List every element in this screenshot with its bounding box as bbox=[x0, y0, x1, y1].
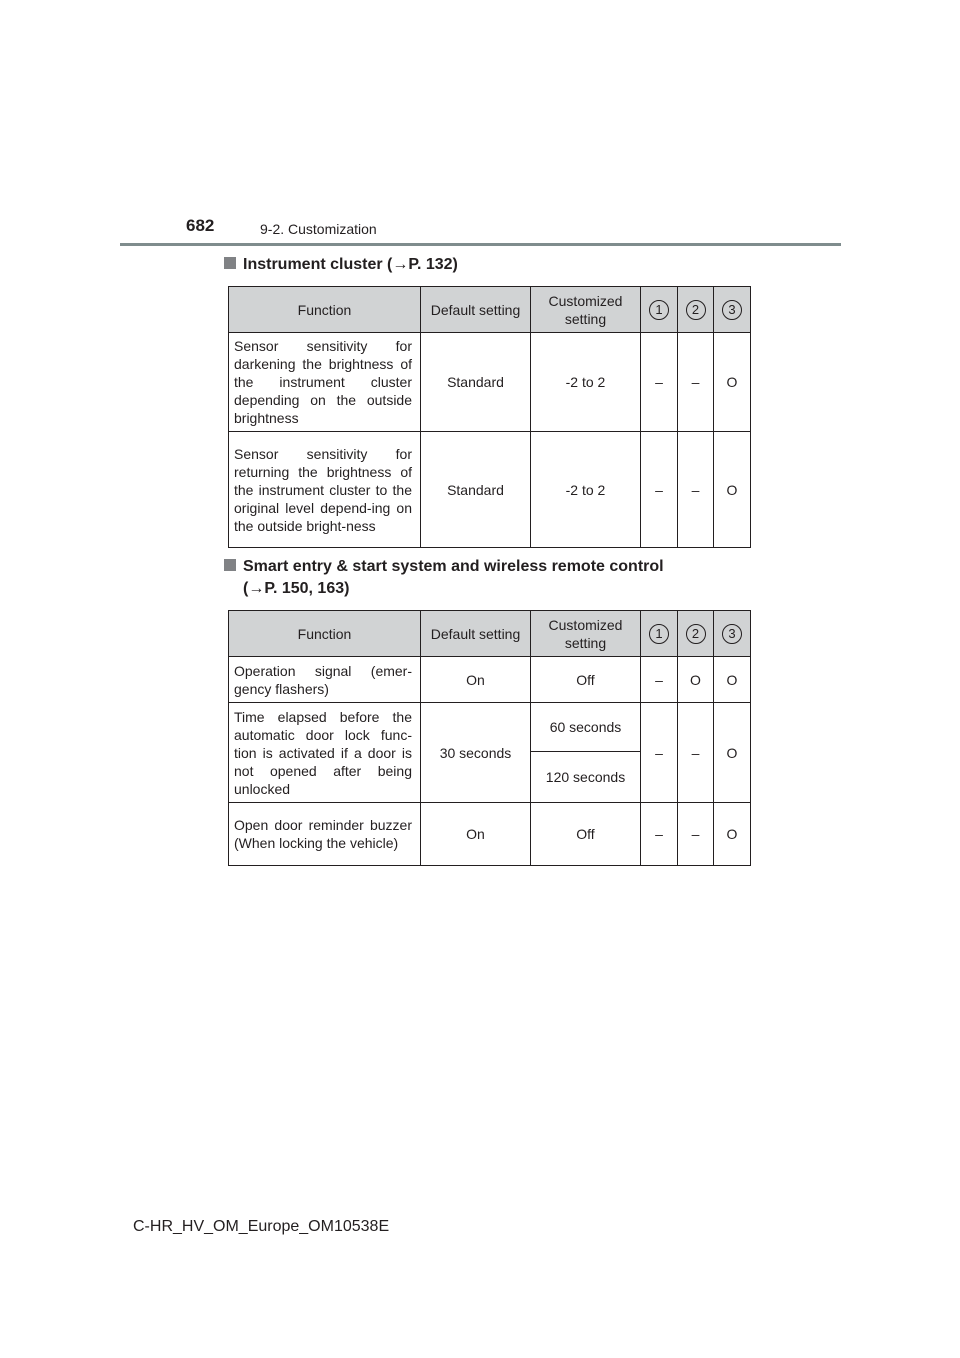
circled-1-icon: 1 bbox=[649, 624, 669, 644]
function-cell: Operation signal (emer-gency flashers) bbox=[229, 657, 421, 703]
default-cell: 30 seconds bbox=[421, 703, 531, 803]
col-function: Function bbox=[229, 611, 421, 657]
default-cell: On bbox=[421, 803, 531, 866]
default-cell: On bbox=[421, 657, 531, 703]
mark-1: – bbox=[641, 432, 678, 548]
col-1 bbox=[641, 287, 678, 333]
mark-2: – bbox=[678, 333, 714, 432]
heading-text-line2: (→P. 150, 163) bbox=[243, 580, 350, 597]
smart-entry-table bbox=[228, 610, 751, 866]
function-cell: Time elapsed before the automatic door lock func-tion is activated if a door is not opened after being unlocked bbox=[229, 703, 421, 803]
mark-3: O bbox=[714, 803, 751, 866]
square-bullet-icon bbox=[224, 559, 236, 571]
custom-cell: Off bbox=[531, 803, 641, 866]
table-row bbox=[229, 657, 751, 703]
custom-cell: -2 to 2 bbox=[531, 432, 641, 548]
col-default-setting: Default setting bbox=[421, 287, 531, 333]
mark-2: O bbox=[678, 657, 714, 703]
function-cell: Sensor sensitivity for darkening the brightness of the instrument cluster depending on the outside brightness bbox=[229, 333, 421, 432]
heading-smart-entry bbox=[224, 556, 664, 600]
mark-2: – bbox=[678, 803, 714, 866]
square-bullet-icon bbox=[224, 257, 236, 269]
col-customized-setting: Customized setting bbox=[531, 611, 641, 657]
heading-text-line1: Smart entry & start system and wireless remote control bbox=[243, 558, 664, 575]
heading-text: Instrument cluster (→P. 132) bbox=[243, 256, 458, 273]
col-function: Function bbox=[229, 287, 421, 333]
function-cell: Open door reminder buzzer (When locking the vehicle) bbox=[229, 803, 421, 866]
header-rule bbox=[120, 243, 841, 246]
table-header-row bbox=[229, 611, 751, 657]
default-cell: Standard bbox=[421, 432, 531, 548]
col-default-setting: Default setting bbox=[421, 611, 531, 657]
mark-2: – bbox=[678, 432, 714, 548]
col-2 bbox=[678, 611, 714, 657]
heading-instrument-cluster bbox=[224, 254, 458, 276]
col-1 bbox=[641, 611, 678, 657]
col-3 bbox=[714, 611, 751, 657]
page-number: 682 bbox=[186, 216, 215, 235]
mark-3: O bbox=[714, 432, 751, 548]
circled-1-icon: 1 bbox=[649, 300, 669, 320]
table-row bbox=[229, 803, 751, 866]
circled-3-icon: 3 bbox=[722, 624, 742, 644]
mark-1: – bbox=[641, 803, 678, 866]
col-3 bbox=[714, 287, 751, 333]
col-customized-setting: Customized setting bbox=[531, 287, 641, 333]
mark-1: – bbox=[641, 703, 678, 803]
custom-cell: -2 to 2 bbox=[531, 333, 641, 432]
table-row bbox=[229, 432, 751, 548]
mark-2: – bbox=[678, 703, 714, 803]
circled-2-icon: 2 bbox=[686, 300, 706, 320]
custom-cell-b: 120 seconds bbox=[531, 752, 641, 803]
custom-cell-a: 60 seconds bbox=[531, 703, 641, 752]
mark-1: – bbox=[641, 333, 678, 432]
table-header-row bbox=[229, 287, 751, 333]
function-cell: Sensor sensitivity for returning the brightness of the instrument cluster to the original level depend-ing on the outside bright-ness bbox=[229, 432, 421, 548]
table-row bbox=[229, 333, 751, 432]
default-cell: Standard bbox=[421, 333, 531, 432]
circled-2-icon: 2 bbox=[686, 624, 706, 644]
custom-cell: Off bbox=[531, 657, 641, 703]
circled-3-icon: 3 bbox=[722, 300, 742, 320]
section-label: 9-2. Customization bbox=[260, 221, 377, 237]
table-row bbox=[229, 703, 751, 752]
mark-3: O bbox=[714, 333, 751, 432]
mark-3: O bbox=[714, 657, 751, 703]
mark-1: – bbox=[641, 657, 678, 703]
mark-3: O bbox=[714, 703, 751, 803]
col-2 bbox=[678, 287, 714, 333]
footer-document-code: C-HR_HV_OM_Europe_OM10538E bbox=[133, 1218, 390, 1235]
instrument-cluster-table bbox=[228, 286, 751, 548]
